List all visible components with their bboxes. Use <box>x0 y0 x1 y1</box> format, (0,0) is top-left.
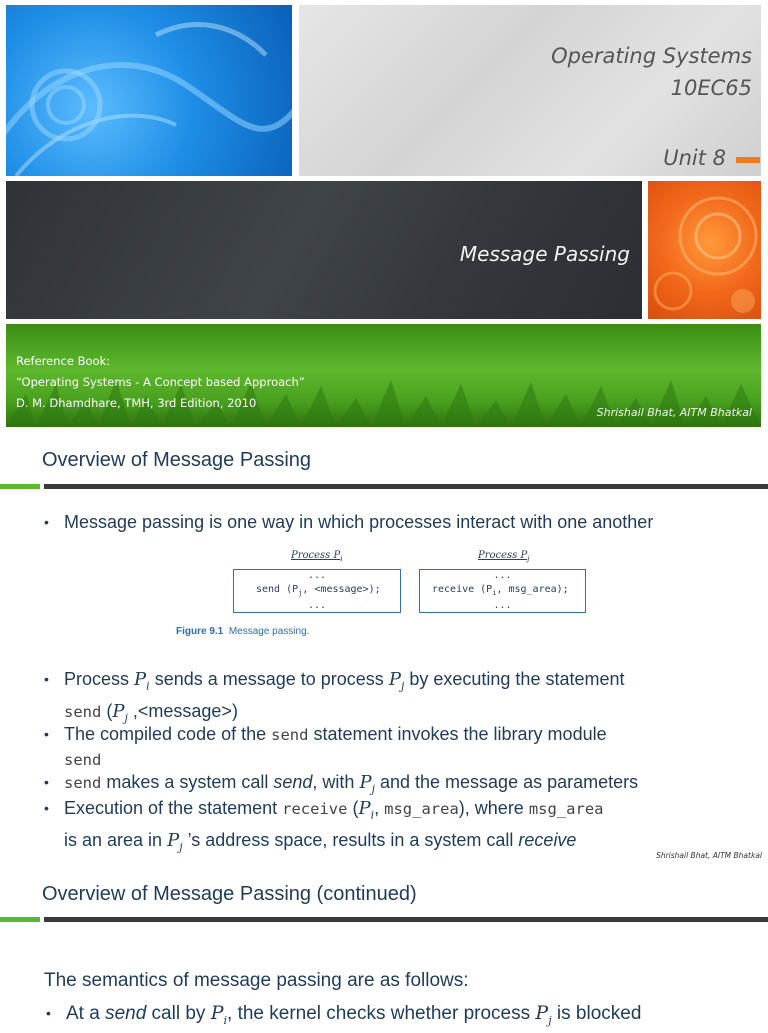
swirl-decoration-icon <box>6 5 292 176</box>
figure-caption-text: Message passing. <box>228 626 310 637</box>
slide3-intro: The semantics of message passing are as follows: <box>44 970 469 991</box>
figure-caption <box>176 626 309 637</box>
bullet-process-sends: • Process $P_i$ sends a message to process $P_j$ by executing the statement send ($P_j$ ,<message>) <box>44 669 625 725</box>
slide2-rule <box>44 484 768 489</box>
reference-author: D. M. Dhamdhare, TMH, 3rd Edition, 2010 <box>16 396 257 410</box>
course-title <box>332 40 752 104</box>
bullet-dot: • <box>44 671 49 687</box>
bullet-interaction <box>44 510 754 534</box>
author-credit: Shrishail Bhat, AITM Bhatkal <box>596 406 752 419</box>
figure-dots-bottom: ... <box>493 600 512 611</box>
bullet-dot: • <box>44 726 49 742</box>
figure-receive-code: receive ($P_i$, msg_area); <box>432 584 569 597</box>
unit-label: Unit 8 <box>663 146 726 170</box>
bullet-compiled-code: • The compiled code of the send statement invokes the library module send <box>44 724 607 769</box>
title-blue-tile <box>6 5 292 176</box>
slide3-bullet-send: • At a send call by $P_i$, the kernel checks whether process $P_j$ is blocked <box>46 1002 642 1027</box>
bubbles-decoration-icon <box>648 181 761 319</box>
slide2-rule-accent <box>0 484 40 489</box>
slide3-heading: Overview of Message Passing (continued) <box>42 883 417 905</box>
figure-receive-box <box>419 569 586 613</box>
title-orange-tile <box>648 181 761 319</box>
figure-dots-bottom: ... <box>307 600 327 611</box>
bullet-dot: • <box>46 1005 51 1021</box>
slide2-credit: Shrishail Bhat, AITM Bhatkal <box>656 851 762 860</box>
course-code: 10EC65 <box>670 76 752 100</box>
slide2-heading: Overview of Message Passing <box>42 449 312 471</box>
figure-dots-top: ... <box>307 570 327 581</box>
bullet-dot: • <box>44 800 49 816</box>
figure-process-left-label: Process $P_i$ <box>291 550 343 563</box>
topic-subtitle: Message Passing <box>459 242 630 266</box>
slide3-rule <box>44 917 768 922</box>
reference-heading: Reference Book: <box>16 354 111 368</box>
course-name: Operating Systems <box>551 44 752 68</box>
bullet-receive-execution: • Execution of the statement receive ($P_i$, msg_area), where msg_area is an area in $P_j$ ’s address space, results in a system call receive <box>44 798 604 854</box>
figure-send-box <box>233 569 401 613</box>
bullet-system-call: • send makes a system call send, with $P_j$ and the message as parameters <box>44 772 639 796</box>
bullet-dot: • <box>44 774 49 790</box>
slide3-rule-accent <box>0 917 40 922</box>
figure-process-right-label: Process $P_j$ <box>478 550 530 563</box>
unit-accent-dash <box>736 157 760 163</box>
figure-caption-label: Figure 9.1 <box>176 626 224 637</box>
bullet-text: Message passing is one way in which processes interact with one another <box>64 512 654 532</box>
reference-block <box>16 351 305 414</box>
figure-dots-top: ... <box>493 570 512 581</box>
reference-title: “Operating Systems - A Concept based Approach” <box>16 375 305 389</box>
bullet-dot: • <box>44 514 49 530</box>
figure-send-code: send ($P_j$, <message>); <box>256 584 381 597</box>
